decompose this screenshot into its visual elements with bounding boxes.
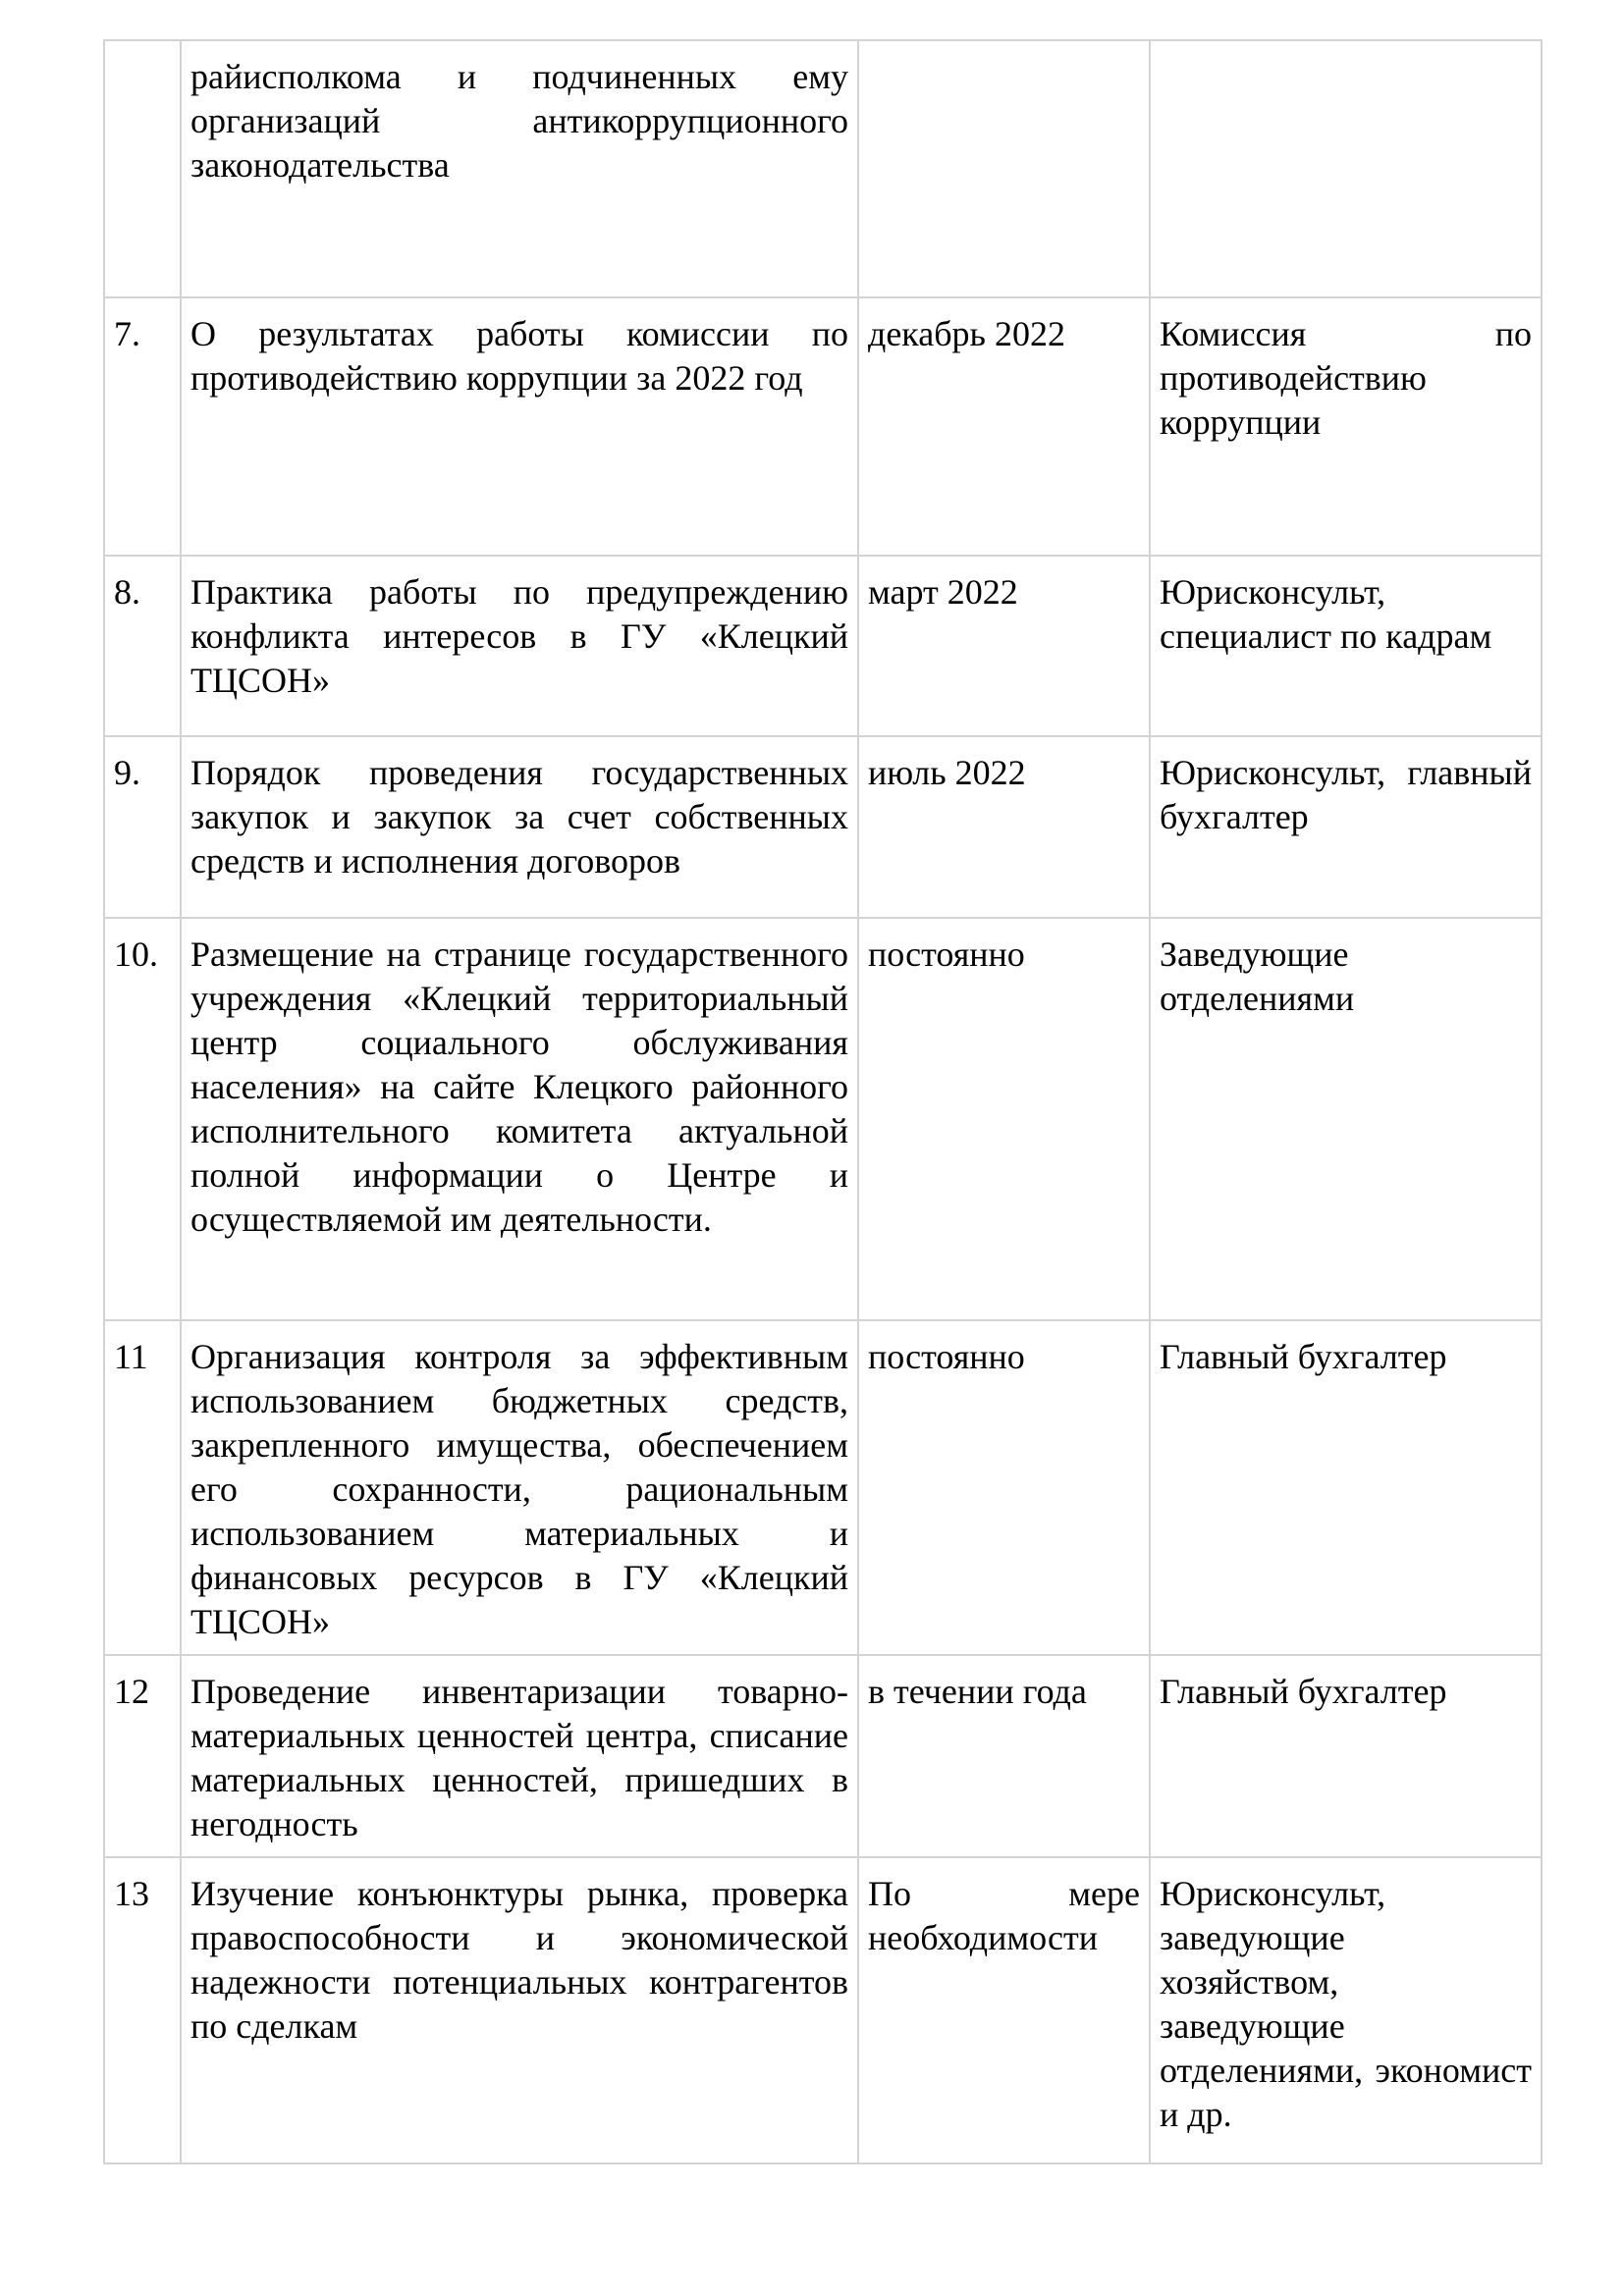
responsible-person: Юрисконсульт, главный бухгалтер xyxy=(1150,736,1542,918)
event-description: райисполкома и подчиненных ему организаций антикоррупционного законодательства xyxy=(181,40,858,297)
table-row xyxy=(104,1857,1542,2163)
row-number: 9. xyxy=(104,736,181,918)
row-number: 8. xyxy=(104,556,181,736)
table-row xyxy=(104,297,1542,556)
table-row xyxy=(104,40,1542,297)
table-row xyxy=(104,1655,1542,1857)
responsible-person: Комиссия по противодействию коррупции xyxy=(1150,297,1542,556)
table-row xyxy=(104,918,1542,1320)
event-date: постоянно xyxy=(858,918,1150,1320)
responsible-person: Юрисконсульт, специалист по кадрам xyxy=(1150,556,1542,736)
table-row xyxy=(104,1320,1542,1655)
event-date: постоянно xyxy=(858,1320,1150,1655)
event-description: Изучение конъюнктуры рынка, проверка правоспособности и экономической надежности потенциальных контрагентов по сделкам xyxy=(181,1857,858,2163)
responsible-person: Главный бухгалтер xyxy=(1150,1320,1542,1655)
event-description: О результатах работы комиссии по противодействию коррупции за 2022 год xyxy=(181,297,858,556)
responsible-person xyxy=(1150,40,1542,297)
anticorruption-plan-table xyxy=(103,39,1543,2164)
event-description: Порядок проведения государственных закупок и закупок за счет собственных средств и исполнения договоров xyxy=(181,736,858,918)
event-date: март 2022 xyxy=(858,556,1150,736)
row-number: 7. xyxy=(104,297,181,556)
responsible-person: Главный бухгалтер xyxy=(1150,1655,1542,1857)
row-number: 12 xyxy=(104,1655,181,1857)
row-number: 13 xyxy=(104,1857,181,2163)
responsible-person: Заведующие отделениями xyxy=(1150,918,1542,1320)
event-description: Проведение инвентаризации товарно-материальных ценностей центра, списание материальных ценностей, пришедших в негодность xyxy=(181,1655,858,1857)
event-description: Размещение на странице государственного учреждения «Клецкий территориальный центр социального обслуживания населения» на сайте Клецкого районного исполнительного комитета актуальной полной информации о Центре и осуществляемой им деятельности. xyxy=(181,918,858,1320)
row-number: 10. xyxy=(104,918,181,1320)
event-date: декабрь 2022 xyxy=(858,297,1150,556)
table-row xyxy=(104,556,1542,736)
row-number: 11 xyxy=(104,1320,181,1655)
event-date xyxy=(858,40,1150,297)
table-row xyxy=(104,736,1542,918)
responsible-person: Юрисконсульт, заведующие хозяйством, заведующие отделениями, экономист и др. xyxy=(1150,1857,1542,2163)
event-description: Организация контроля за эффективным использованием бюджетных средств, закрепленного имущества, обеспечением его сохранности, рациональным использованием материальных и финансовых ресурсов в ГУ «Клецкий ТЦСОН» xyxy=(181,1320,858,1655)
event-date: По мере необходимости xyxy=(858,1857,1150,2163)
event-date: в течении года xyxy=(858,1655,1150,1857)
event-date: июль 2022 xyxy=(858,736,1150,918)
event-description: Практика работы по предупреждению конфликта интересов в ГУ «Клецкий ТЦСОН» xyxy=(181,556,858,736)
row-number xyxy=(104,40,181,297)
